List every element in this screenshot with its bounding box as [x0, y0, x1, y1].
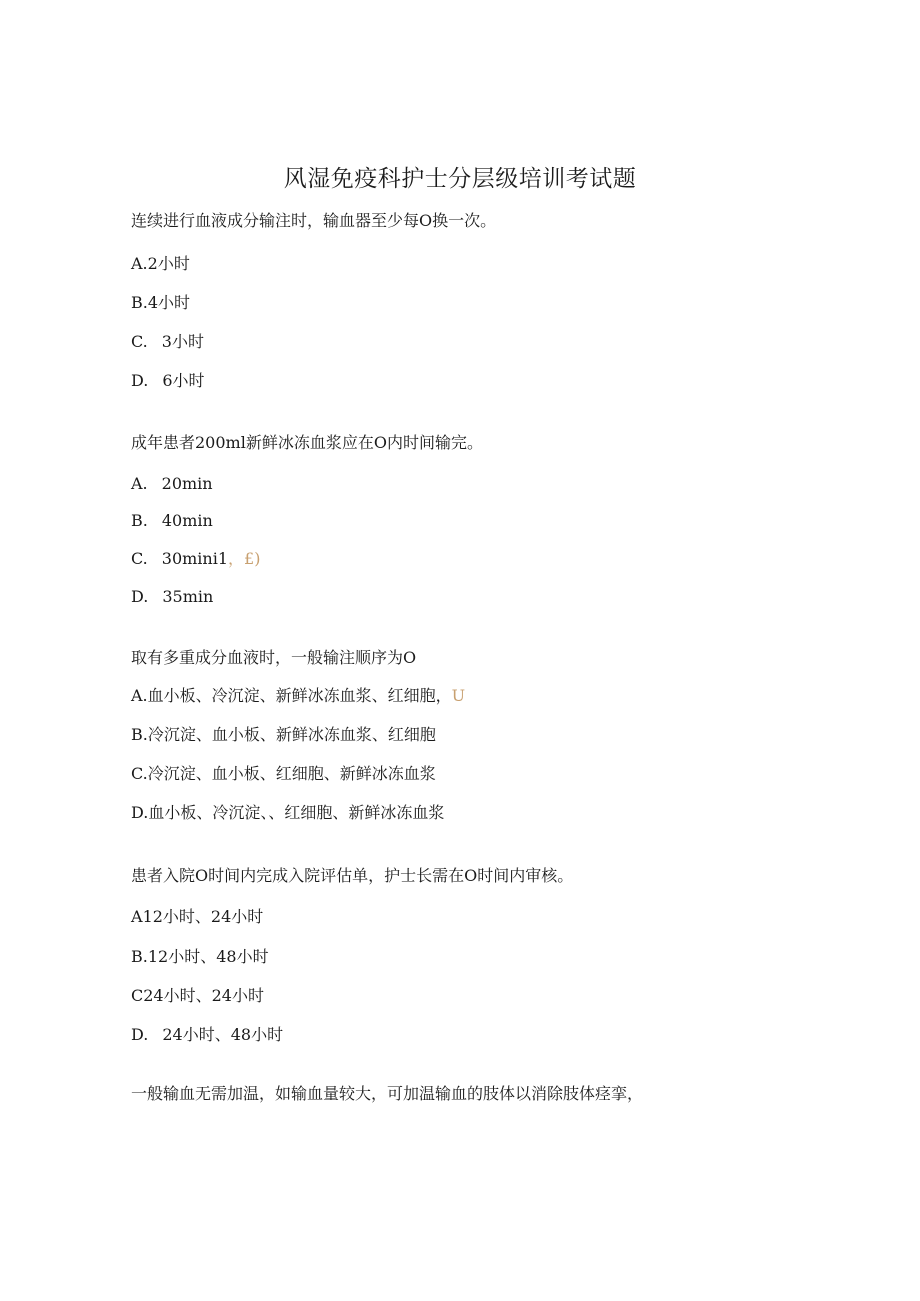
option-label: C.: [131, 549, 148, 568]
option-label: D.: [131, 371, 149, 390]
option-text: 3小时: [161, 332, 204, 351]
option-label: B.: [131, 947, 148, 966]
stray-mark: U: [451, 686, 466, 705]
option-label: C.: [131, 332, 148, 351]
option-text: 血小板、冷沉淀、、红细胞、新鲜冰冻血浆: [148, 803, 445, 822]
option-c: [131, 331, 204, 353]
option-d: [131, 802, 444, 824]
option-d: [131, 586, 213, 608]
option-label: D.: [131, 803, 149, 822]
option-label: B.: [131, 725, 148, 744]
option-a: [131, 906, 263, 928]
option-text: 2小时: [147, 254, 190, 273]
option-b: [131, 946, 269, 968]
option-label: D.: [131, 1025, 149, 1044]
option-b: [131, 510, 213, 532]
option-b: [131, 724, 436, 746]
option-label: C: [131, 986, 144, 1005]
option-label: A.: [131, 254, 148, 273]
option-text: 35min: [162, 587, 214, 606]
question-stem: 成年患者200ml新鲜冰冻血浆应在O内时间输完。: [131, 433, 483, 452]
option-b: [131, 292, 190, 314]
option-text: 12小时、48小时: [147, 947, 269, 966]
option-text: 血小板、冷沉淀、新鲜冰冻血浆、红细胞，: [147, 686, 452, 705]
option-c: [131, 985, 264, 1007]
option-a: [131, 473, 213, 495]
option-label: A.: [131, 686, 148, 705]
option-c: [131, 548, 260, 570]
option-label: C.: [131, 764, 148, 783]
option-label: D.: [131, 587, 149, 606]
option-text: 6小时: [162, 371, 205, 390]
option-text: 冷沉淀、血小板、新鲜冰冻血浆、红细胞: [147, 725, 436, 744]
option-c: [131, 763, 436, 785]
option-text: 24小时、24小时: [143, 986, 264, 1005]
option-label: A: [131, 907, 143, 926]
question-stem: 取有多重成分血液时，一般输注顺序为O: [131, 648, 417, 667]
option-label: B.: [131, 511, 148, 530]
option-text: 30mini1: [161, 549, 229, 568]
option-a: [131, 685, 465, 707]
option-text: 12小时、24小时: [142, 907, 264, 926]
option-text: 24小时、48小时: [162, 1025, 284, 1044]
option-text: 4小时: [147, 293, 191, 312]
option-label: A.: [131, 474, 148, 493]
question-stem: 患者入院O时间内完成入院评估单，护士长需在O时间内审核。: [131, 866, 574, 885]
question-stem: 一般输血无需加温，如输血量较大，可加温输血的肢体以消除肢体痉挛，: [131, 1084, 644, 1103]
stray-mark: ，£): [228, 549, 261, 568]
option-a: [131, 253, 190, 275]
option-label: B.: [131, 293, 148, 312]
option-text: 20min: [161, 474, 213, 493]
question-stem: 连续进行血液成分输注时，输血器至少每O换一次。: [131, 211, 497, 230]
option-d: [131, 370, 205, 392]
page-title: 风湿免疫科护士分层级培训考试题: [283, 166, 637, 192]
option-d: [131, 1024, 283, 1046]
option-text: 40min: [161, 511, 213, 530]
option-text: 冷沉淀、血小板、红细胞、新鲜冰冻血浆: [147, 764, 436, 783]
